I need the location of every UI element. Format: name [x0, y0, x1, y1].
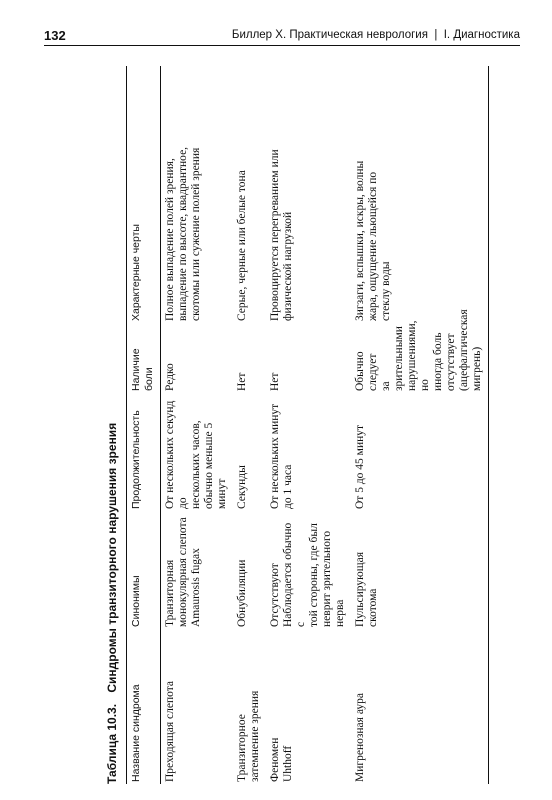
cell-text-line: выпадение по высоте, квадрантное,	[177, 146, 189, 321]
cell-text-line: Редко	[164, 363, 176, 391]
table-cell-name	[233, 629, 266, 784]
table-cell-features	[351, 66, 488, 323]
table-cell-pain	[161, 323, 233, 393]
cell-text-line: Феномен	[269, 737, 281, 782]
cell-text-line: жара, ощущение льющейся по	[367, 171, 379, 321]
table-cell-synonyms	[161, 511, 233, 629]
cell-text-line: нерва	[334, 599, 346, 627]
cell-text-line: Нет	[269, 372, 281, 391]
cell-text-line: От 5 до 45 минут	[354, 424, 366, 509]
table-caption: Синдромы транзиторного нарушения зрения	[105, 422, 119, 693]
table-cell-duration	[351, 393, 488, 511]
table-row	[351, 66, 489, 784]
section-label: I. Диагностика	[443, 29, 520, 41]
column-header-features: Характерные черты	[130, 224, 142, 321]
header-rule	[44, 45, 520, 46]
table-cell-pain	[351, 309, 488, 393]
cell-text-line: Провоцируется перегреванием или	[269, 149, 281, 321]
cell-text-line: иногда боль	[432, 332, 444, 391]
cell-text-line: нескольких часов,	[190, 420, 202, 509]
cell-text-line: Нет	[236, 372, 248, 391]
table-cell-synonyms	[351, 511, 488, 629]
cell-text-line: мигрень)	[471, 346, 483, 391]
table-row	[266, 66, 351, 784]
table-cell-synonyms	[266, 511, 351, 629]
cell-text-line: Обычно следует	[354, 351, 379, 391]
table-number: Таблица 10.3.	[105, 703, 119, 784]
cell-text-line: Наблюдается обычно с	[282, 522, 307, 627]
cell-text-line: физической нагрузкой	[282, 211, 294, 321]
table-cell-features	[233, 66, 266, 323]
table-body	[161, 66, 489, 784]
running-title	[232, 29, 520, 41]
cell-text-line: монокулярная слепота	[177, 517, 189, 627]
cell-text-line: Транзиторное	[236, 714, 248, 782]
cell-text-line: Пульсирующая скотома	[354, 552, 379, 627]
title-separator: |	[427, 29, 444, 41]
cell-text-line: нарушениями, но	[406, 320, 431, 391]
table-cell-features	[161, 66, 233, 323]
rotated-table-area	[100, 66, 520, 784]
table-cell-pain	[233, 323, 266, 393]
table-row	[233, 66, 266, 784]
table-header-row	[126, 66, 161, 784]
column-header-name: Название синдрома	[130, 684, 142, 782]
cell-text-line: Отсутствуют	[269, 563, 281, 627]
table-title	[100, 66, 124, 784]
table-cell-duration	[266, 393, 351, 511]
table-cell-synonyms	[233, 511, 266, 629]
cell-text-line: (ацефалгическая	[458, 309, 470, 391]
table-cell-duration	[233, 393, 266, 511]
page-number: 132	[44, 28, 66, 43]
table-cell-pain	[266, 323, 351, 393]
cell-text-line: обычно меньше 5 минут	[203, 422, 228, 509]
column-header-synonyms: Синонимы	[130, 575, 142, 627]
cell-text-line: неврит зрительного	[321, 530, 333, 627]
cell-text-line: затемнение зрения	[249, 690, 261, 782]
cell-text-line: Обнубиляции	[236, 559, 248, 627]
cell-text-line: Uhthoff	[282, 745, 294, 782]
cell-text-line: Amaurosis fugax	[190, 548, 202, 627]
cell-text-line: От нескольких секунд до	[164, 400, 189, 509]
table-cell-name	[266, 629, 351, 784]
column-header-pain: Наличие боли	[130, 348, 155, 391]
rotated-table	[100, 66, 520, 784]
table-row	[161, 66, 233, 784]
cell-text-line: Секунды	[236, 465, 248, 509]
cell-text-line: Транзиторная	[164, 559, 176, 627]
cell-text-line: отсутствует	[445, 333, 457, 391]
cell-text-line: за зрительными	[380, 326, 405, 391]
cell-text-line: Серые, черные или белые тона	[236, 170, 248, 321]
table-cell-duration	[161, 393, 233, 511]
cell-text-line: От нескольких минут	[269, 403, 281, 509]
cell-text-line: Мигренозная аура	[354, 693, 366, 782]
cell-text-line: Полное выпадение полей зрения,	[164, 158, 176, 321]
cell-text-line: скотомы или сужение полей зрения	[190, 147, 202, 321]
column-header-duration: Продолжительность	[130, 410, 142, 509]
cell-text-line: Преходящая слепота	[164, 681, 176, 782]
book-title: Биллер Х. Практическая неврология	[231, 29, 428, 41]
page-header	[44, 26, 520, 48]
syndromes-table	[126, 66, 489, 784]
table-cell-features	[266, 66, 351, 323]
cell-text-line: Зигзаги, вспышки, искры, волны	[354, 160, 366, 321]
cell-text-line: до 1 часа	[282, 464, 294, 509]
table-cell-name	[161, 629, 233, 784]
cell-text-line: той стороны, где был	[308, 523, 320, 627]
table-cell-name	[351, 629, 488, 784]
cell-text-line: стеклу воды	[380, 261, 392, 321]
